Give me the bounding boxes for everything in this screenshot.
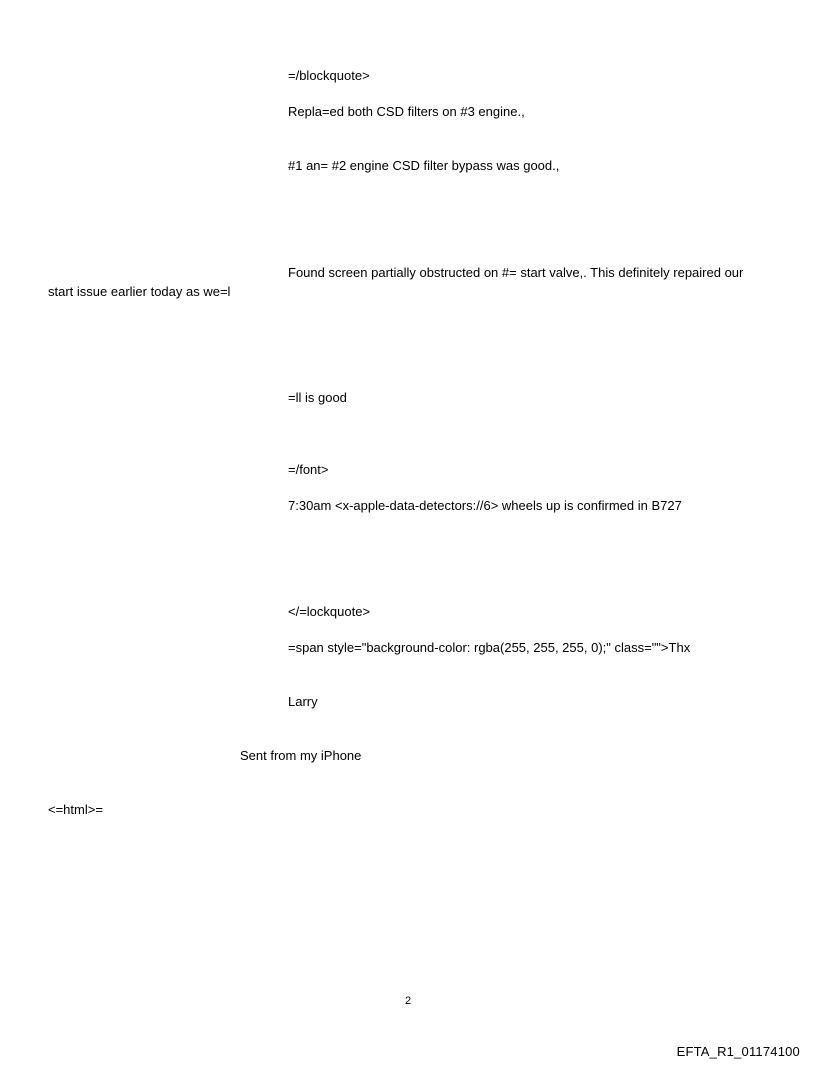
signature-name: Larry: [288, 694, 318, 709]
page-number: 2: [404, 995, 412, 1007]
body-line: <=html>=: [48, 802, 103, 817]
body-line: =span style="background-color: rgba(255, 255, 255, 0);" class="">Thx: [288, 640, 691, 655]
body-line: #1 an= #2 engine CSD filter bypass was good.,: [288, 158, 560, 173]
body-line: =/blockquote>: [288, 68, 370, 83]
body-line-wrap: start issue earlier today as we=l: [48, 284, 231, 299]
bates-number: EFTA_R1_01174100: [676, 1044, 800, 1059]
sent-from-signature: Sent from my iPhone: [240, 748, 362, 763]
body-line: Repla=ed both CSD filters on #3 engine.,: [288, 104, 525, 119]
body-line: Found screen partially obstructed on #= start valve,. This definitely repaired our: [288, 265, 744, 280]
body-line: =/font>: [288, 462, 329, 477]
body-line: =ll is good: [288, 390, 347, 405]
body-line: </=lockquote>: [288, 604, 371, 619]
body-line: 7:30am <x-apple-data-detectors://6> wheels up is confirmed in B727: [288, 498, 682, 513]
